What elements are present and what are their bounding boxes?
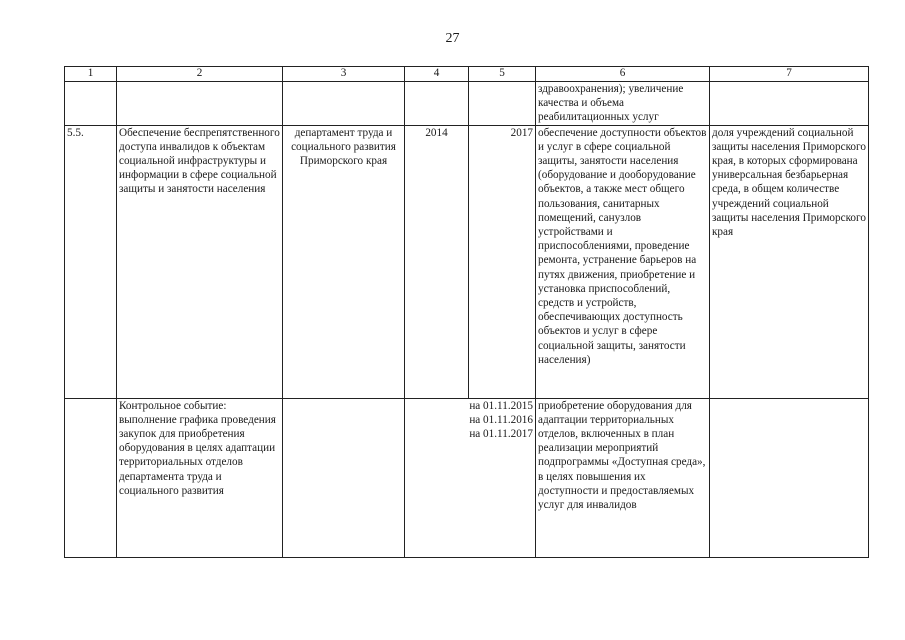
- cell-empty: [117, 82, 283, 126]
- cell-expected-result: обеспечение доступности объектов и услуг в сфере социальной защиты, занятости населения (оборудование и дооборудование объектов, а также мест общего пользования, санитарных помещений, санузлов устройствами и приспособлениями, проведение ремонта, устранение барьеров на путях движения, приобретение и установка приспособлений, средств и устройств, обеспечивающих доступность объектов и услуг в сфере социальной защиты, занятости населения): [536, 125, 710, 398]
- header-col-7: 7: [710, 67, 869, 82]
- cell-empty: [283, 398, 405, 557]
- event-date: на 01.11.2017: [469, 428, 533, 441]
- cell-indicator: доля учреждений социальной защиты населения Приморского края, в которых сформирована универсальная безбарьерная среда, в общем количестве учреждений социальной защиты населения Приморского края: [710, 125, 869, 398]
- cell-event-result: приобретение оборудования для адаптации территориальных отделов, включенных в план реализации мероприятий подпрограммы «Доступная среда», в целях повышения их доступности и предоставляемых услуг для инвалидов: [536, 398, 710, 557]
- header-col-4: 4: [405, 67, 469, 82]
- cell-empty: [283, 82, 405, 126]
- table-row-control-event: [65, 398, 869, 557]
- cell-item-name: Обеспечение беспрепятственного доступа инвалидов к объектам социальной инфраструктуры и информации в сфере социальной защиты и занятости населения: [117, 125, 283, 398]
- header-row: [65, 67, 869, 82]
- table-row-continuation: [65, 82, 869, 126]
- cell-item-number: 5.5.: [65, 125, 117, 398]
- cell-empty: [710, 398, 869, 557]
- cell-result-continuation: здравоохранения); увеличение качества и объема реабилитационных услуг: [536, 82, 710, 126]
- cell-empty: [710, 82, 869, 126]
- cell-empty: [65, 398, 117, 557]
- program-table: [64, 66, 869, 558]
- header-col-2: 2: [117, 67, 283, 82]
- cell-event-name: Контрольное событие: выполнение графика проведения закупок для приобретения оборудования в целях адаптации территориальных отделов департамента труда и социального развития: [117, 398, 283, 557]
- cell-executor: департамент труда и социального развития Приморского края: [283, 125, 405, 398]
- header-col-1: 1: [65, 67, 117, 82]
- event-date: на 01.11.2015: [469, 399, 533, 412]
- cell-empty: [469, 82, 536, 126]
- header-col-3: 3: [283, 67, 405, 82]
- cell-start-year: 2014: [405, 125, 469, 398]
- header-col-6: 6: [536, 67, 710, 82]
- cell-end-year: 2017: [469, 125, 536, 398]
- event-date: на 01.11.2016: [469, 413, 533, 426]
- cell-empty: [405, 82, 469, 126]
- cell-event-dates: [405, 398, 536, 557]
- cell-empty: [65, 82, 117, 126]
- page-number: 27: [445, 31, 460, 46]
- header-col-5: 5: [469, 67, 536, 82]
- table-row-5-5: [65, 125, 869, 398]
